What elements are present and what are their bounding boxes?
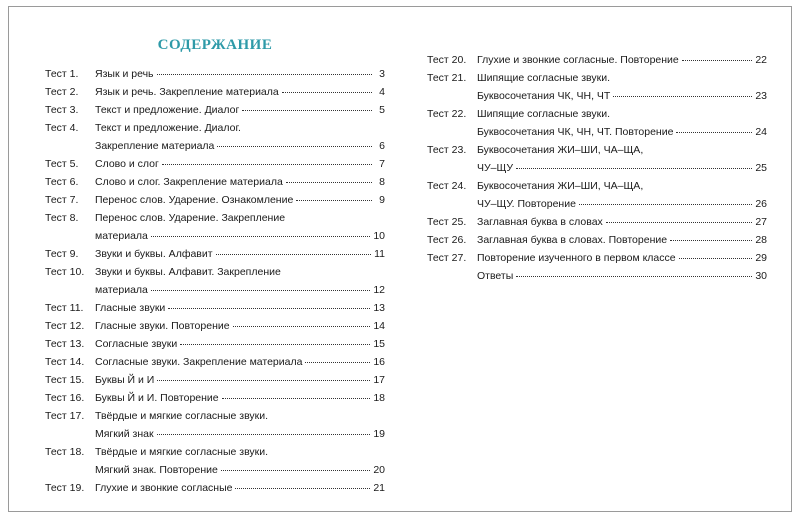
toc-entries-right — [427, 51, 767, 285]
page-number: 4 — [379, 86, 385, 98]
toc-entry[interactable] — [45, 191, 385, 209]
entry-title: Твёрдые и мягкие согласные звуки. — [95, 410, 269, 422]
toc-entry[interactable] — [45, 263, 385, 299]
entry-title: Мягкий знак — [95, 428, 154, 440]
entry-title: Буквы Й и И. Повторение — [95, 392, 219, 404]
dot-leader — [168, 297, 370, 309]
entry-title: Согласные звуки — [95, 338, 178, 350]
dot-leader — [151, 225, 370, 237]
dot-leader — [516, 265, 752, 277]
toc-entry[interactable] — [45, 479, 385, 497]
entry-title: Гласные звуки. Повторение — [95, 320, 230, 332]
page-number: 13 — [373, 302, 385, 314]
page-number: 8 — [379, 176, 385, 188]
entry-title: Заглавная буква в словах. Повторение — [477, 234, 668, 246]
page-number: 26 — [755, 198, 767, 210]
entry-title: Звуки и буквы. Алфавит — [95, 248, 213, 260]
page-number: 15 — [373, 338, 385, 350]
page-number: 5 — [379, 104, 385, 116]
dot-leader — [151, 279, 370, 291]
toc-entry-line — [427, 123, 767, 141]
dot-leader — [180, 333, 370, 345]
entry-title: Ответы — [477, 270, 514, 282]
dot-leader — [579, 193, 752, 205]
toc-title: СОДЕРЖАНИЕ — [157, 37, 273, 53]
page-number: 18 — [373, 392, 385, 404]
test-number: Тест 10. — [45, 266, 85, 278]
test-number: Тест 2. — [45, 86, 79, 98]
entry-title: Шипящие согласные звуки. — [477, 72, 611, 84]
page-number: 11 — [374, 248, 385, 260]
page-number: 23 — [755, 90, 767, 102]
entry-title: Буквосочетания ЧК, ЧН, ЧТ — [477, 90, 611, 102]
entry-title: Гласные звуки — [95, 302, 166, 314]
toc-entry[interactable] — [427, 177, 767, 213]
entry-title: Буквы Й и И — [95, 374, 155, 386]
dot-leader — [679, 247, 753, 259]
entry-title: Повторение изученного в первом классе — [477, 252, 676, 264]
test-number: Тест 26. — [427, 234, 467, 246]
dot-leader — [221, 459, 370, 471]
toc-entry[interactable] — [427, 267, 767, 285]
page-number: 6 — [379, 140, 385, 152]
test-number: Тест 8. — [45, 212, 79, 224]
entry-title: Буквосочетания ЖИ–ШИ, ЧА–ЩА, — [477, 144, 644, 156]
page-number: 16 — [373, 356, 385, 368]
dot-leader — [606, 211, 753, 223]
dot-leader — [282, 81, 372, 93]
test-number: Тест 15. — [45, 374, 85, 386]
toc-entry[interactable] — [45, 119, 385, 155]
entry-title: Слово и слог. Закрепление материала — [95, 176, 283, 188]
page-number: 20 — [373, 464, 385, 476]
dot-leader — [670, 229, 752, 241]
toc-entry-line — [45, 389, 385, 407]
toc-entry[interactable] — [427, 69, 767, 105]
entry-title: Мягкий знак. Повторение — [95, 464, 218, 476]
page-number: 17 — [373, 374, 385, 386]
entry-title: Глухие и звонкие согласные. Повторение — [477, 54, 679, 66]
dot-leader — [613, 85, 752, 97]
page-number: 10 — [373, 230, 385, 242]
dot-leader — [157, 423, 371, 435]
toc-entries-left — [45, 65, 385, 497]
toc-entry-line — [427, 51, 767, 69]
toc-entry[interactable] — [45, 389, 385, 407]
entry-title: Закрепление материала — [95, 140, 215, 152]
entry-title: Язык и речь — [95, 68, 154, 80]
entry-title: Глухие и звонкие согласные — [95, 482, 233, 494]
entry-title: ЧУ–ЩУ. Повторение — [477, 198, 576, 210]
page-number: 14 — [373, 320, 385, 332]
test-number: Тест 19. — [45, 482, 85, 494]
entry-title: Текст и предложение. Диалог — [95, 104, 240, 116]
test-number: Тест 24. — [427, 180, 467, 192]
page-number: 27 — [755, 216, 767, 228]
test-number: Тест 25. — [427, 216, 467, 228]
toc-entry-line — [45, 191, 385, 209]
dot-leader — [286, 171, 372, 183]
dot-leader — [233, 315, 371, 327]
toc-entry-line — [45, 479, 385, 497]
test-number: Тест 9. — [45, 248, 79, 260]
test-number: Тест 21. — [427, 72, 467, 84]
test-number: Тест 22. — [427, 108, 467, 120]
entry-title: Заглавная буква в словах — [477, 216, 603, 228]
entry-title: Слово и слог — [95, 158, 159, 170]
entry-title: Текст и предложение. Диалог. — [95, 122, 241, 134]
dot-leader — [235, 477, 370, 489]
page-number: 29 — [755, 252, 767, 264]
dot-leader — [682, 49, 753, 61]
toc-entry-line — [427, 159, 767, 177]
test-number: Тест 3. — [45, 104, 79, 116]
toc-entry[interactable] — [427, 141, 767, 177]
page-number: 3 — [379, 68, 385, 80]
toc-entry-line — [45, 245, 385, 263]
entry-title: материала — [95, 284, 148, 296]
page-number: 12 — [373, 284, 385, 296]
test-number: Тест 6. — [45, 176, 79, 188]
entry-title: Перенос слов. Ударение. Ознакомление — [95, 194, 294, 206]
dot-leader — [516, 157, 752, 169]
page-number: 22 — [755, 54, 767, 66]
page-number: 30 — [755, 270, 767, 282]
page-number: 24 — [755, 126, 767, 138]
dot-leader — [242, 99, 372, 111]
entry-title: Звуки и буквы. Алфавит. Закрепление — [95, 266, 281, 278]
entry-title: Буквосочетания ЖИ–ШИ, ЧА–ЩА, — [477, 180, 644, 192]
test-number: Тест 23. — [427, 144, 467, 156]
entry-title: Буквосочетания ЧК, ЧН, ЧТ. Повторение — [477, 126, 674, 138]
entry-title: ЧУ–ЩУ — [477, 162, 514, 174]
test-number: Тест 4. — [45, 122, 79, 134]
toc-entry[interactable] — [45, 101, 385, 119]
book-page — [8, 6, 792, 512]
entry-title: Шипящие согласные звуки. — [477, 108, 611, 120]
test-number: Тест 27. — [427, 252, 467, 264]
page-number: 7 — [379, 158, 385, 170]
test-number: Тест 14. — [45, 356, 85, 368]
test-number: Тест 16. — [45, 392, 85, 404]
entry-title: Твёрдые и мягкие согласные звуки. — [95, 446, 269, 458]
test-number: Тест 20. — [427, 54, 467, 66]
test-number: Тест 7. — [45, 194, 79, 206]
dot-leader — [157, 369, 370, 381]
page-number: 9 — [379, 194, 385, 206]
page-number: 19 — [373, 428, 385, 440]
toc-entry-line — [45, 425, 385, 443]
dot-leader — [296, 189, 372, 201]
toc-entry[interactable] — [45, 443, 385, 479]
dot-leader — [305, 351, 370, 363]
dot-leader — [217, 135, 372, 147]
dot-leader — [676, 121, 752, 133]
dot-leader — [157, 63, 372, 75]
test-number: Тест 5. — [45, 158, 79, 170]
dot-leader — [216, 243, 372, 255]
toc-entry-line — [45, 101, 385, 119]
entry-title: Перенос слов. Ударение. Закрепление — [95, 212, 286, 224]
toc-entry[interactable] — [45, 245, 385, 263]
toc-entry[interactable] — [427, 105, 767, 141]
entry-title: материала — [95, 230, 148, 242]
dot-leader — [222, 387, 371, 399]
test-number: Тест 12. — [45, 320, 85, 332]
toc-entry-line — [427, 267, 767, 285]
page-number: 25 — [755, 162, 767, 174]
dot-leader — [162, 153, 372, 165]
toc-entry[interactable] — [45, 407, 385, 443]
entry-title: Согласные звуки. Закрепление материала — [95, 356, 303, 368]
test-number: Тест 1. — [45, 68, 79, 80]
test-number: Тест 18. — [45, 446, 85, 458]
page-number: 21 — [373, 482, 385, 494]
toc-entry[interactable] — [45, 209, 385, 245]
entry-title: Язык и речь. Закрепление материала — [95, 86, 279, 98]
toc-entry[interactable] — [427, 51, 767, 69]
toc-entry-line — [427, 87, 767, 105]
page-number: 28 — [755, 234, 767, 246]
test-number: Тест 17. — [45, 410, 85, 422]
test-number: Тест 11. — [45, 302, 84, 314]
test-number: Тест 13. — [45, 338, 85, 350]
